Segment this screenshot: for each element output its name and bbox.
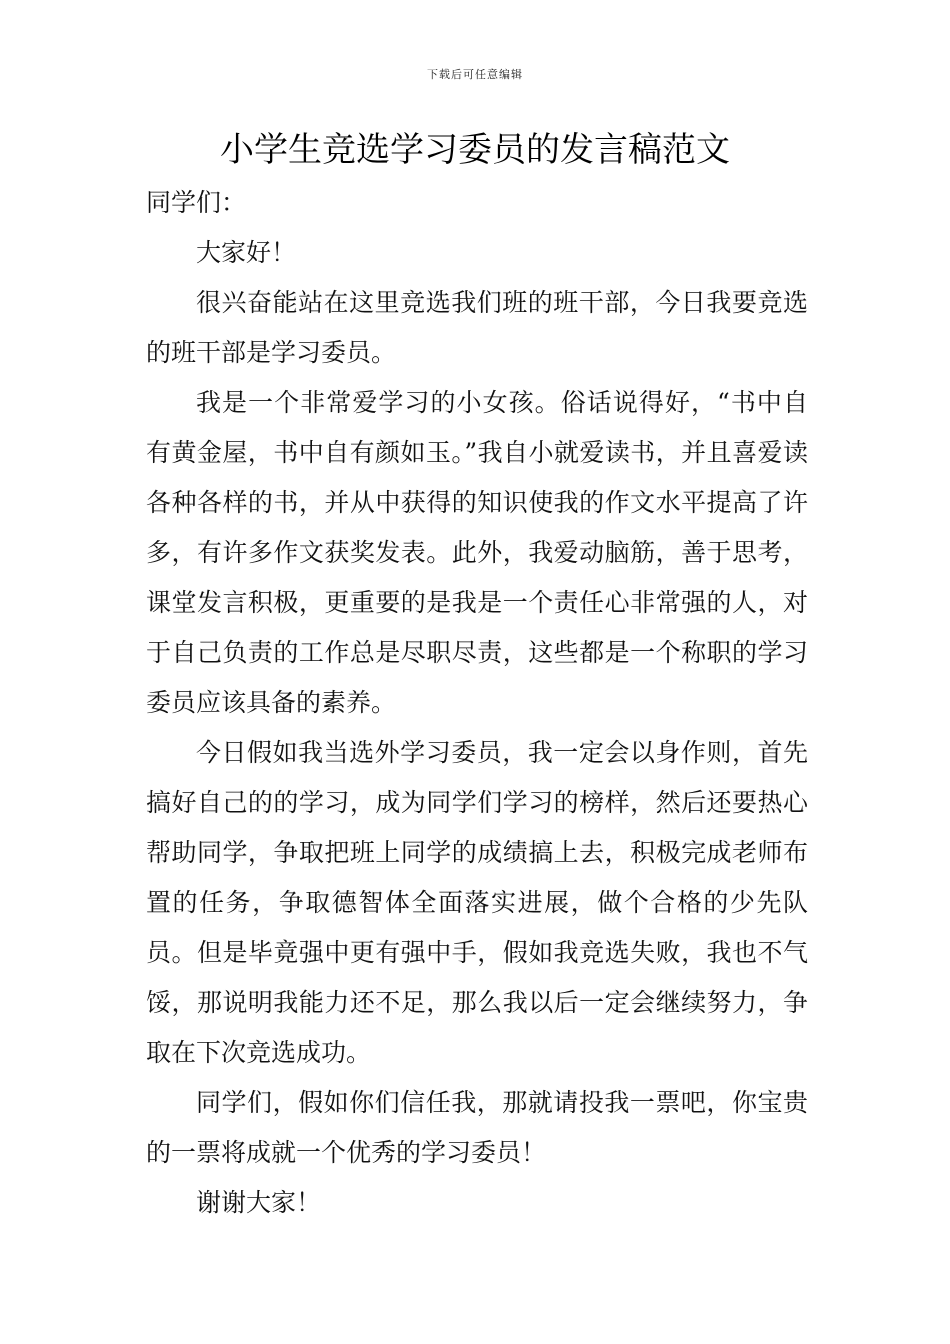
document-body: [146, 178, 808, 1228]
header-note: 下载后可任意编辑: [427, 68, 523, 81]
salutation: 同学们：: [146, 188, 247, 217]
document-title: 小学生竞选学习委员的发言稿范文: [220, 130, 730, 170]
paragraph-self-description: 我是一个非常爱学习的小女孩。俗话说得好，“书中自有黄金屋，书中自有颜如玉。”我自小就爱读书，并且喜爱读各种各样的书，并从中获得的知识使我的作文水平提高了许多，有许多作文获奖发表。此外，我爱动脑筋，善于思考，课堂发言积极，更重要的是我是一个责任心非常强的人，对于自己负责的工作总是尽职尽责，这些都是一个称职的学习委员应该具备的素养。: [146, 388, 808, 717]
paragraph-plans: 今日假如我当选外学习委员，我一定会以身作则，首先搞好自己的的学习，成为同学们学习的榜样，然后还要热心帮助同学，争取把班上同学的成绩搞上去，积极完成老师布置的任务，争取德智体全面落实进展，做个合格的少先队员。但是毕竟强中更有强中手，假如我竞选失败，我也不气馁，那说明我能力还不足，那么我以后一定会继续努力，争取在下次竞选成功。: [146, 738, 808, 1067]
paragraph-intro: 很兴奋能站在这里竞选我们班的班干部，今日我要竞选的班干部是学习委员。: [146, 288, 808, 367]
paragraph-greeting: 大家好！: [196, 238, 297, 267]
paragraph-appeal: 同学们，假如你们信任我，那就请投我一票吧，你宝贵的一票将成就一个优秀的学习委员！: [146, 1088, 808, 1167]
paragraph-thanks: 谢谢大家！: [196, 1188, 322, 1217]
